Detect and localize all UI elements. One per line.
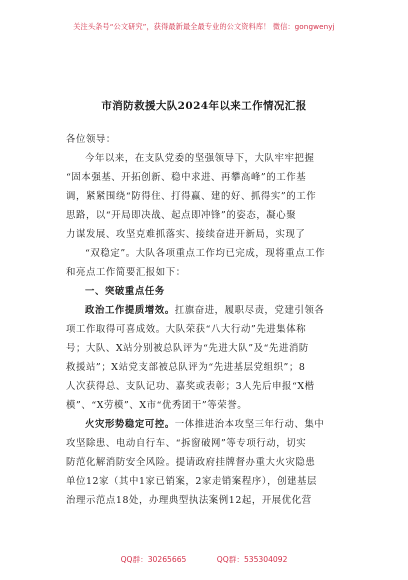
paragraph-line: 调，紧紧围绕“防得住、打得赢、建的好、抓得实”的工作 xyxy=(66,191,317,202)
paragraph-line: 单位12家（其中1家已销案，2家走销案程序），创建基层 xyxy=(66,476,317,487)
salutation: 各位领导： xyxy=(66,134,116,145)
paragraph-line: 思路，以“开局即决战、起点即冲锋”的姿态，凝心聚 xyxy=(66,210,297,221)
footer xyxy=(0,554,408,565)
paragraph-line: 治理示范点18处，办理典型执法案例12起，开展优化营 xyxy=(66,495,312,506)
paragraph-line: 人次获得总、支队记功、嘉奖或表彰；3人先后申报“X楷 xyxy=(66,381,315,392)
paragraph-line: 和亮点工作简要汇报如下： xyxy=(66,267,186,278)
paragraph-line: 今年以来，在支队党委的坚强领导下，大队牢牢把握 xyxy=(85,153,315,164)
paragraph-line: 号；大队、X站分别被总队评为“先进大队”及“先进消防 xyxy=(66,343,309,354)
paragraph-lead-rest: 一体推进治本攻坚三年行动、集中 xyxy=(174,419,325,430)
paragraph-line: 救援站”；X站党支部被总队评为“先进基层党组织”；8 xyxy=(66,362,306,373)
paragraph-line: 攻坚除患、电动自行车、“拆窗破网”等专项行动，切实 xyxy=(66,438,307,449)
paragraph-line: 力谋发展、攻坚克难抓落实、接续奋进开新局，实现了 xyxy=(66,229,306,240)
paragraph-line: “双稳定”。大队各项重点工作均已完成，现将重点工作 xyxy=(85,248,326,259)
section-heading: 一、突破重点任务 xyxy=(85,286,165,297)
paragraph-line xyxy=(66,301,349,320)
paragraph-line: 项工作取得可喜成效。大队荣获“八大行动”先进集体称 xyxy=(66,324,307,335)
paragraph-line xyxy=(66,415,349,434)
paragraph-line: 模”、“X劳模”、X市“优秀团干”等荣誉。 xyxy=(66,400,248,411)
promo-banner: 关注头条号“公文研究”，获得最新最全最专业的公文资料库！ 微信：gongwenyj xyxy=(73,22,335,31)
paragraph-lead-rest: 扛旗奋进，履职尽责，党建引领各 xyxy=(174,305,325,316)
document-title: 市消防救援大队2024年以来工作情况汇报 xyxy=(101,100,307,112)
qq-group-1: QQ群：30265665 xyxy=(120,555,187,564)
paragraph-line: 防范化解消防安全风险。提请政府挂牌督办重大火灾隐患 xyxy=(66,457,316,468)
qq-group-2: QQ群：535304092 xyxy=(216,555,288,564)
paragraph-lead: 火灾形势稳定可控。 xyxy=(85,419,175,430)
paragraph-line: “固本强基、开拓创新、稳中求进、再攀高峰”的工作基 xyxy=(66,172,307,183)
paragraph-lead: 政治工作提质增效。 xyxy=(85,305,175,316)
document-body xyxy=(66,130,349,510)
